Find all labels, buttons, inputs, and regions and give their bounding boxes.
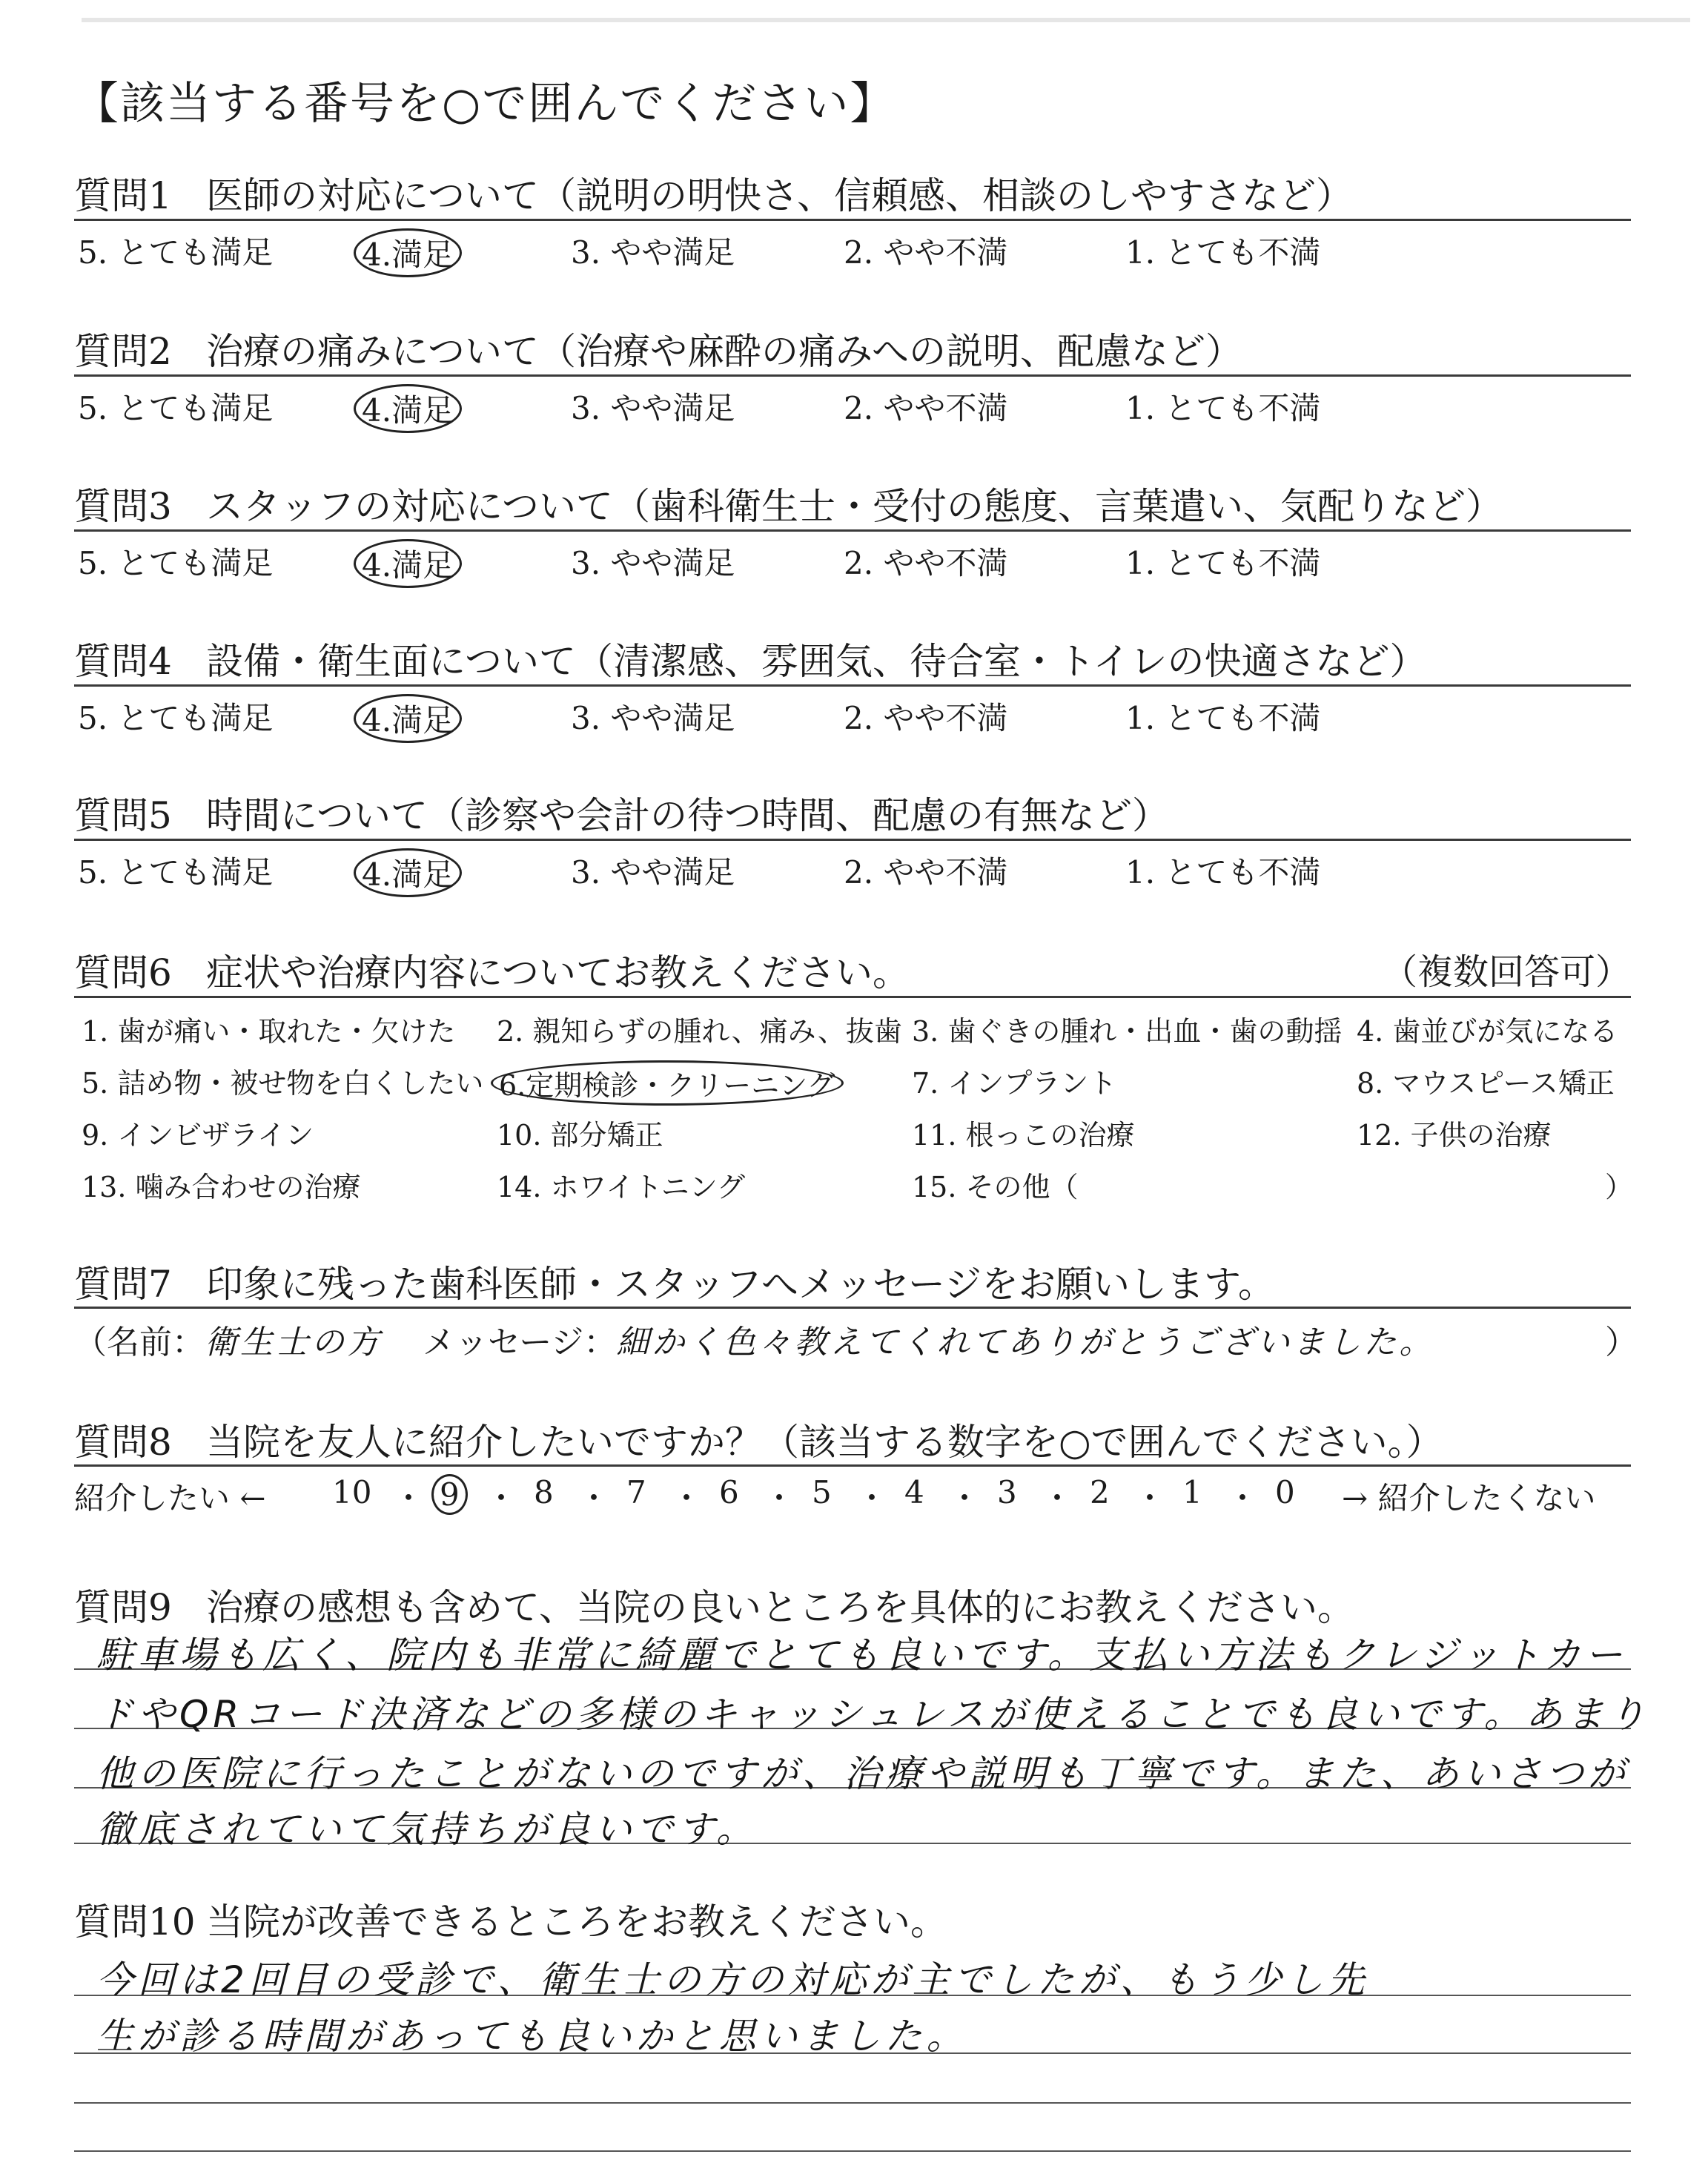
question-2 [74,322,1631,375]
question-text: 当院が改善できるところをお教えください。 [206,1900,947,1943]
scale-6[interactable]: 6 [719,1474,739,1510]
option-5[interactable]: 5. とても満足 [78,700,274,736]
question-text: 治療の感想も含めて、当院の良いところを具体的にお教えください。 [206,1586,1354,1629]
message-value[interactable]: 細かく色々教えてくれてありがとうございました。 [616,1324,1435,1361]
q9-answer-line-3[interactable]: 他の医院に行ったことがないのですが、治療や説明も丁寧です。また、あいさつが [96,1752,1629,1795]
divider [74,839,1631,841]
option-1[interactable]: 1. とても不満 [1125,390,1321,426]
symptom-11[interactable]: 11. 根っこの治療 [912,1119,1135,1152]
top-edge-line [82,18,1690,22]
answer-line [74,2102,1631,2104]
rating-options-q3 [74,539,1631,584]
rating-options-q2 [74,384,1631,429]
scale-separator: ・ [1134,1480,1166,1516]
question-3 [74,477,1631,530]
divider [74,1464,1631,1467]
question-8 [74,1413,1631,1466]
scale-separator: ・ [1042,1480,1073,1516]
symptom-2[interactable]: 2. 親知らずの腫れ、痛み、抜歯 [497,1015,902,1048]
selection-circle: 4.満足 [354,228,462,277]
question-5 [74,786,1631,839]
scale-1[interactable]: 1 [1182,1474,1202,1510]
selection-circle: 6.定期検診・クリーニング [491,1060,844,1106]
option-5[interactable]: 5. とても満足 [78,390,274,426]
option-3[interactable]: 3. やや満足 [571,390,735,426]
scale-2[interactable]: 2 [1090,1474,1110,1510]
selection-circle: 4.満足 [354,694,462,743]
question-text: 症状や治療内容についてお教えください。 [206,951,910,994]
page-title: 【該当する番号を○で囲んでください】 [74,78,896,130]
divider [74,996,1631,998]
option-3[interactable]: 3. やや満足 [571,854,735,891]
symptom-5[interactable]: 5. 詰め物・被せ物を白くしたい [82,1067,484,1100]
selection-circle: 4.満足 [354,384,462,433]
symptom-13[interactable]: 13. 噛み合わせの治療 [82,1171,361,1203]
question-text: 治療の痛みについて（治療や麻酔の痛みへの説明、配慮など） [206,330,1242,373]
question-number: 質問4 [74,640,172,683]
option-2[interactable]: 2. やや不満 [844,234,1008,271]
option-3[interactable]: 3. やや満足 [571,700,735,736]
symptom-8[interactable]: 8. マウスピース矯正 [1357,1067,1615,1100]
scale-separator: ・ [856,1480,888,1516]
scale-separator: ・ [578,1480,610,1516]
rating-options-q4 [74,694,1631,739]
symptom-12[interactable]: 12. 子供の治療 [1357,1119,1552,1152]
multiple-answers-note: （複数回答可） [1381,951,1631,993]
question-number: 質問3 [74,485,172,528]
option-1[interactable]: 1. とても不満 [1125,854,1321,891]
option-4-selected[interactable] [360,694,462,743]
symptom-options [74,1008,1646,1201]
question-number: 質問9 [74,1586,172,1629]
option-1[interactable]: 1. とても不満 [1125,234,1321,271]
symptom-1[interactable]: 1. 歯が痛い・取れた・欠けた [82,1015,456,1048]
q9-answer-line-4[interactable]: 徹底されていて気持ちが良いです。 [96,1808,758,1851]
divider [74,1307,1631,1309]
question-number: 質問2 [74,330,172,373]
question-number: 質問6 [74,951,172,994]
scale-0[interactable]: 0 [1275,1474,1295,1510]
q9-answer-line-2[interactable]: ドやQRコード決済などの多様のキャッシュレスが使えることでも良いです。あまり [96,1693,1650,1736]
question-number: 質問1 [74,174,172,217]
option-4-selected[interactable] [360,228,462,277]
question-text: 当院を友人に紹介したいですか？（該当する数字を○で囲んでください。） [206,1421,1443,1464]
option-3[interactable]: 3. やや満足 [571,234,735,271]
selection-circle: 9 [431,1474,468,1515]
recommend-scale [74,1474,1646,1519]
message-label: メッセージ： [423,1324,617,1361]
symptom-10[interactable]: 10. 部分矯正 [497,1119,663,1152]
option-2[interactable]: 2. やや不満 [844,854,1008,891]
question-number: 質問8 [74,1421,172,1464]
question-9 [74,1578,1631,1631]
scale-9-selected[interactable] [437,1474,468,1515]
scale-separator: ・ [671,1480,703,1516]
option-4-selected[interactable] [360,384,462,433]
question-text: 印象に残った歯科医師・スタッフへメッセージをお願いします。 [206,1263,1275,1306]
name-value[interactable]: 衛生士の方 [205,1324,383,1361]
message-row [74,1315,1638,1363]
scale-separator: ・ [764,1480,795,1516]
scale-10[interactable]: 10 [332,1474,372,1510]
divider [74,374,1631,377]
scale-8[interactable]: 8 [534,1474,554,1510]
divider [74,684,1631,687]
symptom-3[interactable]: 3. 歯ぐきの腫れ・出血・歯の動揺 [912,1015,1343,1048]
q10-answer-line-1[interactable]: 今回は2回目の受診で、衛生士の方の対応が主でしたが、もう少し先 [96,1958,1369,2001]
scale-left-label: 紹介したい ← [74,1480,266,1516]
rating-options-q5 [74,848,1631,893]
question-text: スタッフの対応について（歯科衛生士・受付の態度、言葉遣い、気配りなど） [206,485,1503,528]
q9-answer-line-1[interactable]: 駐車場も広く、院内も非常に綺麗でとても良いです。支払い方法もクレジットカー [96,1634,1627,1677]
option-4-selected[interactable] [360,539,462,588]
symptom-6-selected[interactable] [497,1060,844,1106]
option-1[interactable]: 1. とても不満 [1125,545,1321,581]
selection-circle: 4.満足 [354,848,462,897]
symptom-14[interactable]: 14. ホワイトニング [497,1171,746,1203]
scale-separator: ・ [393,1480,425,1516]
option-2[interactable]: 2. やや不満 [844,390,1008,426]
scale-5[interactable]: 5 [812,1474,832,1510]
q10-answer-line-2[interactable]: 生が診る時間があっても良いかと思いました。 [96,2015,968,2058]
message-close-paren: ） [1605,1324,1638,1361]
question-text: 時間について（診察や会計の待つ時間、配慮の有無など） [206,794,1169,837]
question-number: 質問5 [74,794,172,837]
scale-7[interactable]: 7 [626,1474,646,1510]
option-2[interactable]: 2. やや不満 [844,700,1008,736]
scale-separator: ・ [1227,1480,1259,1516]
symptom-7[interactable]: 7. インプラント [912,1067,1117,1100]
option-5[interactable]: 5. とても満足 [78,234,274,271]
question-4 [74,632,1631,685]
scale-separator: ・ [949,1480,981,1516]
question-1 [74,166,1631,219]
option-2[interactable]: 2. やや不満 [844,545,1008,581]
scale-4[interactable]: 4 [904,1474,924,1510]
name-label: （名前： [74,1324,205,1361]
scale-right-label: → 紹介したくない [1342,1480,1596,1516]
option-1[interactable]: 1. とても不満 [1125,700,1321,736]
symptom-9[interactable]: 9. インビザライン [82,1119,314,1152]
scale-separator: ・ [486,1480,517,1516]
answer-line [74,2150,1631,2152]
scale-3[interactable]: 3 [997,1474,1017,1510]
question-10 [74,1892,1631,1946]
option-4-selected[interactable] [360,848,462,897]
divider [74,529,1631,532]
symptom-15-other[interactable]: 15. その他（ [912,1171,1079,1203]
selection-circle: 4.満足 [354,539,462,588]
symptom-4[interactable]: 4. 歯並びが気になる [1357,1015,1618,1048]
question-text: 医師の対応について（説明の明快さ、信頼感、相談のしやすさなど） [206,174,1353,217]
rating-options-q1 [74,228,1631,273]
option-3[interactable]: 3. やや満足 [571,545,735,581]
question-text: 設備・衛生面について（清潔感、雰囲気、待合室・トイレの快適さなど） [206,640,1427,683]
divider [74,219,1631,221]
other-close-paren: ） [1605,1171,1634,1203]
option-5[interactable]: 5. とても満足 [78,854,274,891]
question-number: 質問10 [74,1900,196,1943]
question-number: 質問7 [74,1263,172,1306]
option-5[interactable]: 5. とても満足 [78,545,274,581]
question-6 [74,943,1631,997]
question-7 [74,1255,1631,1308]
